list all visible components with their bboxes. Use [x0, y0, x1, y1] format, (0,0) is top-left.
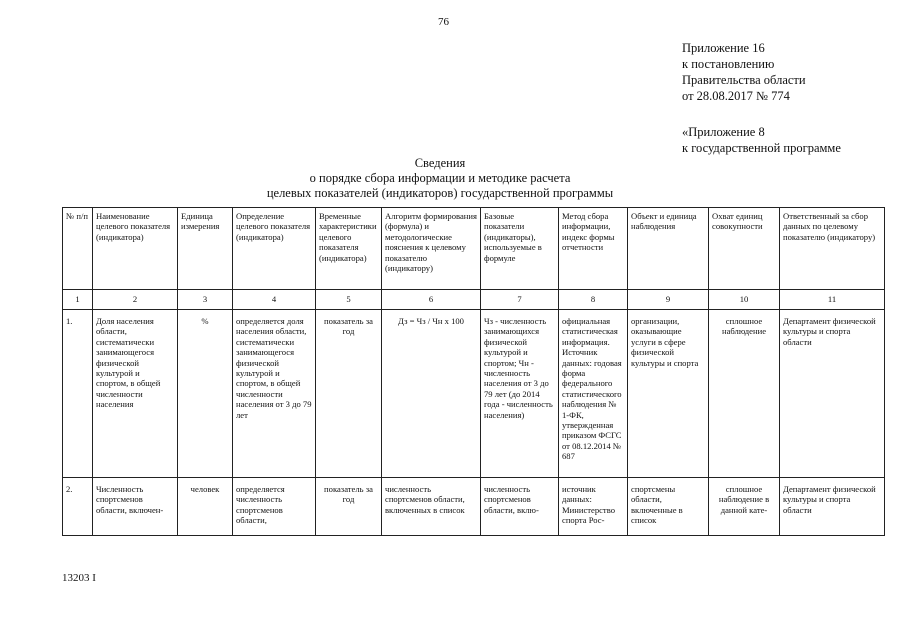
table-cell: сплошное наблюдение в данной кате-: [709, 478, 780, 536]
column-number: 1: [63, 290, 93, 310]
title-line: Сведения: [414, 156, 466, 170]
table-cell: сплошное наблюдение: [709, 310, 780, 478]
column-header: Объект и единица наблюдения: [628, 208, 709, 290]
column-number: 6: [382, 290, 481, 310]
appendix-line: Приложение 16: [682, 41, 765, 55]
column-number: 11: [780, 290, 885, 310]
column-number: 3: [178, 290, 233, 310]
column-header: Алгоритм формирования (формула) и методологические пояснения к целевому показателю (индикатору): [382, 208, 481, 290]
title-line: целевых показателей (индикаторов) государственной программы: [266, 186, 614, 200]
column-header: Определение целевого показателя (индикатора): [233, 208, 316, 290]
table-row: [63, 310, 885, 478]
table-cell: Дз = Чз / Чн х 100: [382, 310, 481, 478]
column-number: 4: [233, 290, 316, 310]
table-cell: человек: [178, 478, 233, 536]
table-cell: показатель за год: [316, 310, 382, 478]
table-cell: %: [178, 310, 233, 478]
table-header-row: [63, 208, 885, 290]
column-number: 2: [93, 290, 178, 310]
column-number: 9: [628, 290, 709, 310]
column-number-row: [63, 290, 885, 310]
appendix-line: «Приложение 8: [682, 125, 765, 139]
table-cell: численность спортсменов области, включенных в список: [382, 478, 481, 536]
column-number: 7: [481, 290, 559, 310]
table-cell: 2.: [63, 478, 93, 536]
table-cell: Чз - численность занимающихся физической культурой и спортом; Чн - численность населения от 3 до 79 лет (до 2014 года - численность населения): [481, 310, 559, 478]
table-cell: источник данных: Министерство спорта Рос-: [559, 478, 628, 536]
appendix-line: от 28.08.2017 № 774: [682, 89, 790, 103]
table-cell: показатель за год: [316, 478, 382, 536]
table-cell: определяется численность спортсменов области,: [233, 478, 316, 536]
column-header: Наименование целевого показателя (индикатора): [93, 208, 178, 290]
title-line: о порядке сбора информации и методике расчета: [309, 171, 571, 185]
appendix-line: Правительства области: [682, 73, 806, 87]
page-number: 76: [438, 16, 449, 28]
appendix-line: к постановлению: [682, 57, 775, 71]
column-number: 8: [559, 290, 628, 310]
table-cell: численность спортсменов области, вклю-: [481, 478, 559, 536]
column-header: Охват единиц совокупности: [709, 208, 780, 290]
table-cell: организации, оказывающие услуги в сфере физической культуры и спорта: [628, 310, 709, 478]
column-header: Временные характеристики целевого показателя (индикатора): [316, 208, 382, 290]
document-code: 13203 I: [62, 572, 96, 584]
table-cell: Доля населения области, систематически занимающегося физической культурой и спортом, в общей численности населения: [93, 310, 178, 478]
column-number: 5: [316, 290, 382, 310]
table-cell: Департамент физической культуры и спорта области: [780, 310, 885, 478]
table-row: [63, 478, 885, 536]
column-number: 10: [709, 290, 780, 310]
table-cell: спортсмены области, включенные в список: [628, 478, 709, 536]
column-header: Базовые показатели (индикаторы), используемые в формуле: [481, 208, 559, 290]
indicators-table: [62, 207, 885, 536]
column-header: Ответственный за сбор данных по целевому показателю (индикатору): [780, 208, 885, 290]
appendix-header: [682, 40, 841, 156]
table-cell: Департамент физической культуры и спорта области: [780, 478, 885, 536]
table-cell: определяется доля населения области, систематически занимающегося физической культурой и спортом, в общей численности населения от 3 до 79 лет: [233, 310, 316, 478]
table-cell: 1.: [63, 310, 93, 478]
column-header: № п/п: [63, 208, 93, 290]
table-cell: официальная статистическая информация. Источник данных: годовая форма федерального статистического наблюдения № 1-ФК, утвержденная приказом ФСГС от 08.12.2014 № 687: [559, 310, 628, 478]
column-header: Метод сбора информации, индекс формы отчетности: [559, 208, 628, 290]
column-header: Единица измерения: [178, 208, 233, 290]
appendix-line: к государственной программе: [682, 141, 841, 155]
document-title: [230, 156, 650, 201]
table-cell: Численность спортсменов области, включен-: [93, 478, 178, 536]
